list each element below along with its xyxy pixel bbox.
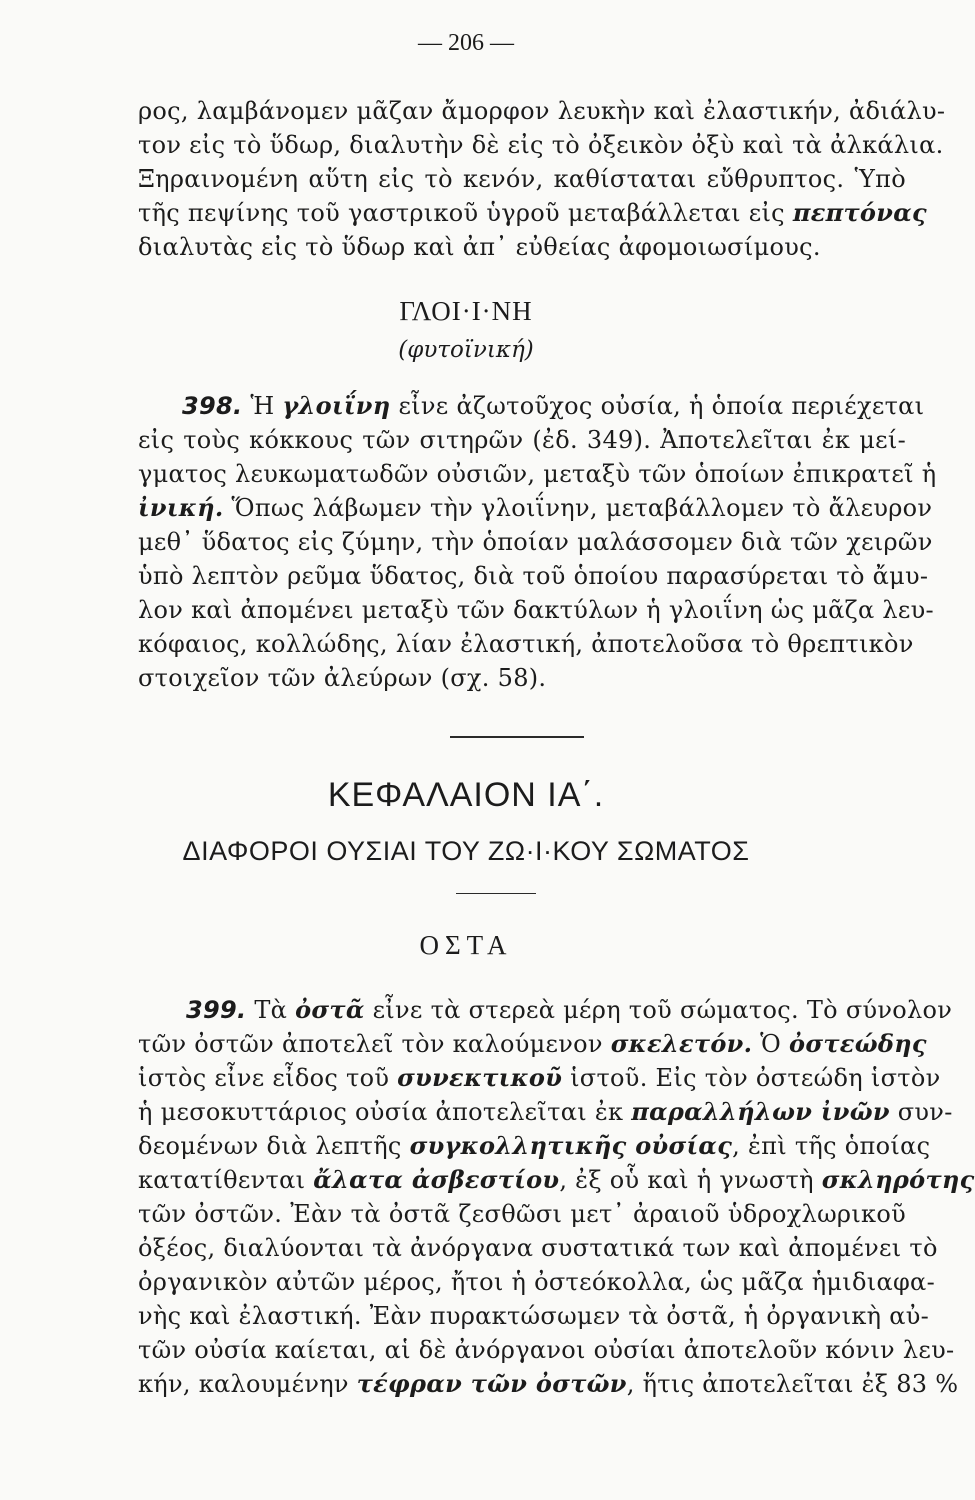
text-line: κόφαιος, κολλώδης, λίαν ἐλαστική, ἀποτελοῦσα τὸ θρεπτικὸν [138, 630, 914, 658]
chapter-subtitle: ΔΙΑΦΟΡΟΙ ΟΥΣΙΑΙ ΤΟΥ ΖΩ·Ι·ΚΟΥ ΣΩΜΑΤΟΣ [182, 836, 750, 866]
text-line: ὀξέος, διαλύονται τὰ ἀνόργανα συστατικά των καὶ ἀπομένει τὸ [138, 1234, 938, 1262]
emphasis-term: συγκολλητικῆς οὐσίας [409, 1131, 733, 1160]
chapter-title: ΚΕΦΑΛΑΙΟΝ ΙΑ΄. [327, 776, 605, 814]
text-line: κήν, καλουμένην τέφραν τῶν ὀστῶν, ἥτις ἀποτελεῖται ἐξ 83 % [138, 1369, 959, 1398]
paragraph-number: 398. [182, 392, 243, 420]
text-line: ἰνική. Ὅπως λάβωμεν τὴν γλοιΐνην, μεταβάλλομεν τὸ ἄλευρον [138, 493, 933, 522]
text-line: ὑπὸ λεπτὸν ρεῦμα ὕδατος, διὰ τοῦ ὁποίου παρασύρεται τὸ ἄμυ- [138, 562, 929, 590]
text-line: τῶν ὀστῶν. Ἐὰν τὰ ὀστᾶ ζεσθῶσι μετ᾽ ἀραιοῦ ὑδροχλωρικοῦ [138, 1200, 906, 1228]
text-line: εἰς τοὺς κόκκους τῶν σιτηρῶν (ἐδ. 349). Ἀποτελεῖται ἐκ μεί- [138, 426, 906, 454]
emphasis-term: ἄλατα ἀσβεστίου [313, 1165, 560, 1194]
text-line: ὀργανικὸν αὐτῶν μέρος, ἤτοι ἡ ὀστεόκολλα, ὡς μᾶζα ἡμιδιαφα- [138, 1268, 935, 1296]
emphasis-term: τέφραν τῶν ὀστῶν [356, 1369, 627, 1398]
divider-rule [456, 893, 536, 894]
text-line: ρος, λαμβάνομεν μᾶζαν ἄμορφον λευκὴν καὶ ἐλαστικήν, ἀδιάλυ- [138, 97, 946, 125]
text-line: ἱστὸς εἶνε εἶδος τοῦ συνεκτικοῦ ἱστοῦ. Εἰς τὸν ὀστεώδη ἱστὸν [138, 1063, 941, 1092]
text-line: δεομένων διὰ λεπτῆς συγκολλητικῆς οὐσίας, ἐπὶ τῆς ὁποίας [138, 1131, 931, 1160]
emphasis-term: παραλλήλων ἰνῶν [631, 1097, 890, 1126]
text-line: 398. Ἡ γλοιΐνη εἶνε ἀζωτοῦχος οὐσία, ἡ ὁποία περιέχεται [182, 391, 925, 420]
section-subheading: (φυτοϊνική) [398, 337, 534, 363]
text-line: στοιχεῖον τῶν ἀλεύρων (σχ. 58). [138, 664, 547, 692]
emphasis-term: ὀστᾶ [295, 995, 365, 1024]
emphasis-term: γλοιΐνη [282, 391, 391, 420]
text-line: τον εἰς τὸ ὕδωρ, διαλυτὴν δὲ εἰς τὸ ὀξεικὸν ὀξὺ καὶ τὰ ἀλκάλια. [138, 131, 944, 159]
section-heading: ΓΛΟΙ·Ι·ΝΗ [399, 296, 533, 326]
text-line: γματος λευκωματωδῶν οὐσιῶν, μεταξὺ τῶν ὁποίων ἐπικρατεῖ ἡ [138, 460, 937, 488]
emphasis-term: ἰνική. [138, 493, 224, 522]
text-line: μεθ᾽ ὕδατος εἰς ζύμην, τὴν ὁποίαν μαλάσσομεν διὰ τῶν χειρῶν [138, 528, 933, 556]
emphasis-term: ὀστεώδης [789, 1029, 927, 1058]
emphasis-term: συνεκτικοῦ [397, 1063, 563, 1092]
page-number: — 206 — [418, 30, 514, 56]
paragraph-number: 399. [186, 996, 247, 1024]
text-line: τῶν ὀστῶν ἀποτελεῖ τὸν καλούμενον σκελετόν. Ὁ ὀστεώδης [138, 1029, 927, 1058]
text-line: ἡ μεσοκυττάριος οὐσία ἀποτελεῖται ἐκ παραλλήλων ἰνῶν συν- [138, 1097, 953, 1126]
emphasis-term: σκελετόν. [610, 1029, 753, 1058]
emphasis-term: πεπτόνας [792, 198, 927, 227]
text-line: κατατίθενται ἄλατα ἀσβεστίου, ἐξ οὗ καὶ ἡ γνωστὴ σκληρότης [138, 1165, 975, 1194]
section-heading: ΟΣΤΑ [419, 930, 513, 960]
text-line: διαλυτὰς εἰς τὸ ὕδωρ καὶ ἀπ᾽ εὐθείας ἀφομοιωσίμους. [138, 233, 821, 261]
text-line: 399. Τὰ ὀστᾶ εἶνε τὰ στερεὰ μέρη τοῦ σώματος. Τὸ σύνολον [186, 995, 953, 1024]
text-line: Ξηραινομένη αὕτη εἰς τὸ κενόν, καθίσταται εὔθρυπτος. Ὑπὸ [138, 165, 906, 193]
text-line: τῆς πεψίνης τοῦ γαστρικοῦ ὑγροῦ μεταβάλλεται εἰς πεπτόνας [138, 198, 927, 227]
divider-rule [450, 736, 584, 738]
emphasis-term: σκληρότης [821, 1165, 975, 1194]
text-line: νὴς καὶ ἐλαστική. Ἐὰν πυρακτώσωμεν τὰ ὀστᾶ, ἡ ὀργανικὴ αὐ- [138, 1302, 930, 1330]
text-line: τῶν οὐσία καίεται, αἱ δὲ ἀνόργανοι οὐσίαι ἀποτελοῦν κόνιν λευ- [138, 1336, 955, 1364]
text-line: λον καὶ ἀπομένει μεταξὺ τῶν δακτύλων ἡ γλοιΐνη ὡς μᾶζα λευ- [138, 596, 934, 624]
